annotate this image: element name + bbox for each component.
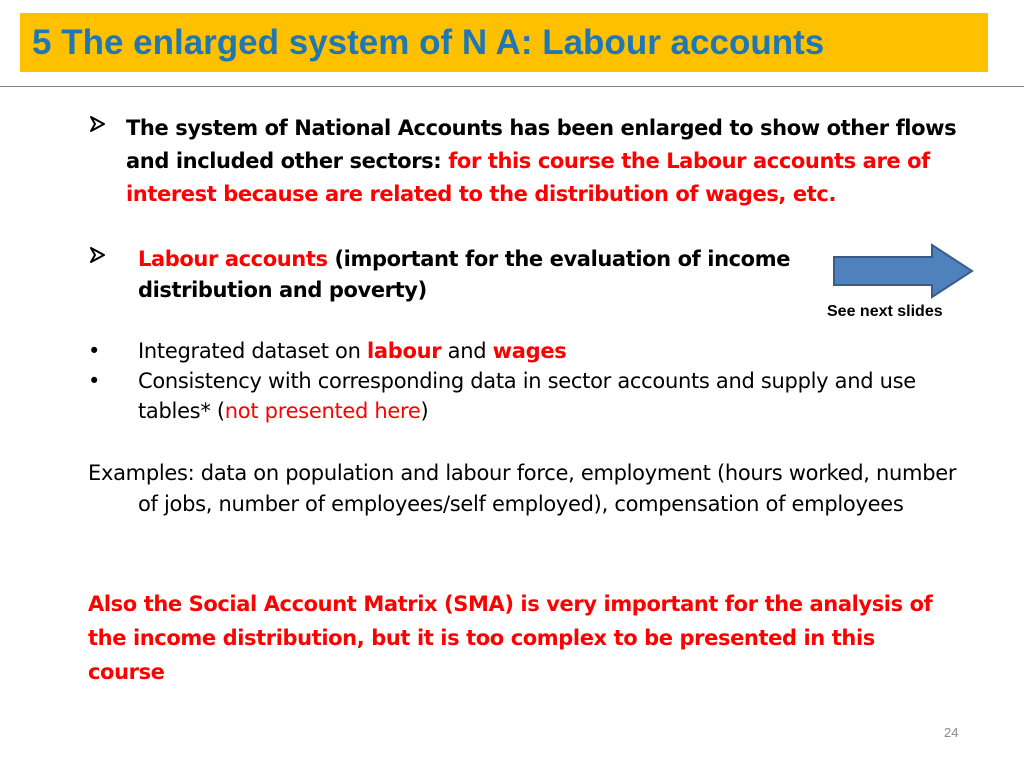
bullet-highlight: wages: [492, 339, 567, 363]
bullet-text: ): [420, 399, 429, 423]
title-divider: [0, 86, 1024, 87]
paragraph-labour-accounts: [88, 244, 828, 306]
slide-title: 5 The enlarged system of N A: Labour accounts: [32, 23, 825, 62]
paragraph-text: The system of National Accounts has been enlarged to show other flows and included other sectors:: [126, 116, 957, 173]
bullet-text: Consistency with corresponding data in sector accounts and supply and use tables* (: [138, 369, 916, 423]
labour-accounts-term: Labour accounts: [138, 247, 328, 271]
title-bar: [20, 13, 988, 72]
labour-accounts-desc: (important for the evaluation of income distribution and poverty): [138, 247, 791, 302]
bullet-text: Integrated dataset on: [138, 339, 367, 363]
see-next-slides-label: See next slides: [827, 303, 943, 320]
bullet-item: [88, 366, 948, 426]
bullet-dot-icon: •: [88, 369, 101, 393]
bullet-item: [88, 336, 948, 366]
bullet-dot-icon: •: [88, 339, 101, 363]
page-number: 24: [944, 725, 959, 740]
paragraph-highlight: for this course the Labour accounts are of interest because are related to the distribution of wages, etc.: [126, 149, 930, 206]
arrow-bullet-icon: [88, 244, 108, 275]
right-arrow-icon: [832, 243, 974, 299]
examples-paragraph: Examples: data on population and labour force, employment (hours worked, number of jobs, number of employees/self employed), compensation of employees: [88, 461, 957, 516]
bullet-text: and: [441, 339, 493, 363]
sma-note: Also the Social Account Matrix (SMA) is very important for the analysis of the income distribution, but it is too complex to be presented in this course: [88, 592, 933, 684]
arrow-bullet-icon: [88, 112, 108, 145]
bullet-highlight: not presented here: [224, 399, 421, 423]
bullet-highlight: labour: [366, 339, 442, 363]
paragraph-sna-enlarged: [88, 112, 968, 211]
